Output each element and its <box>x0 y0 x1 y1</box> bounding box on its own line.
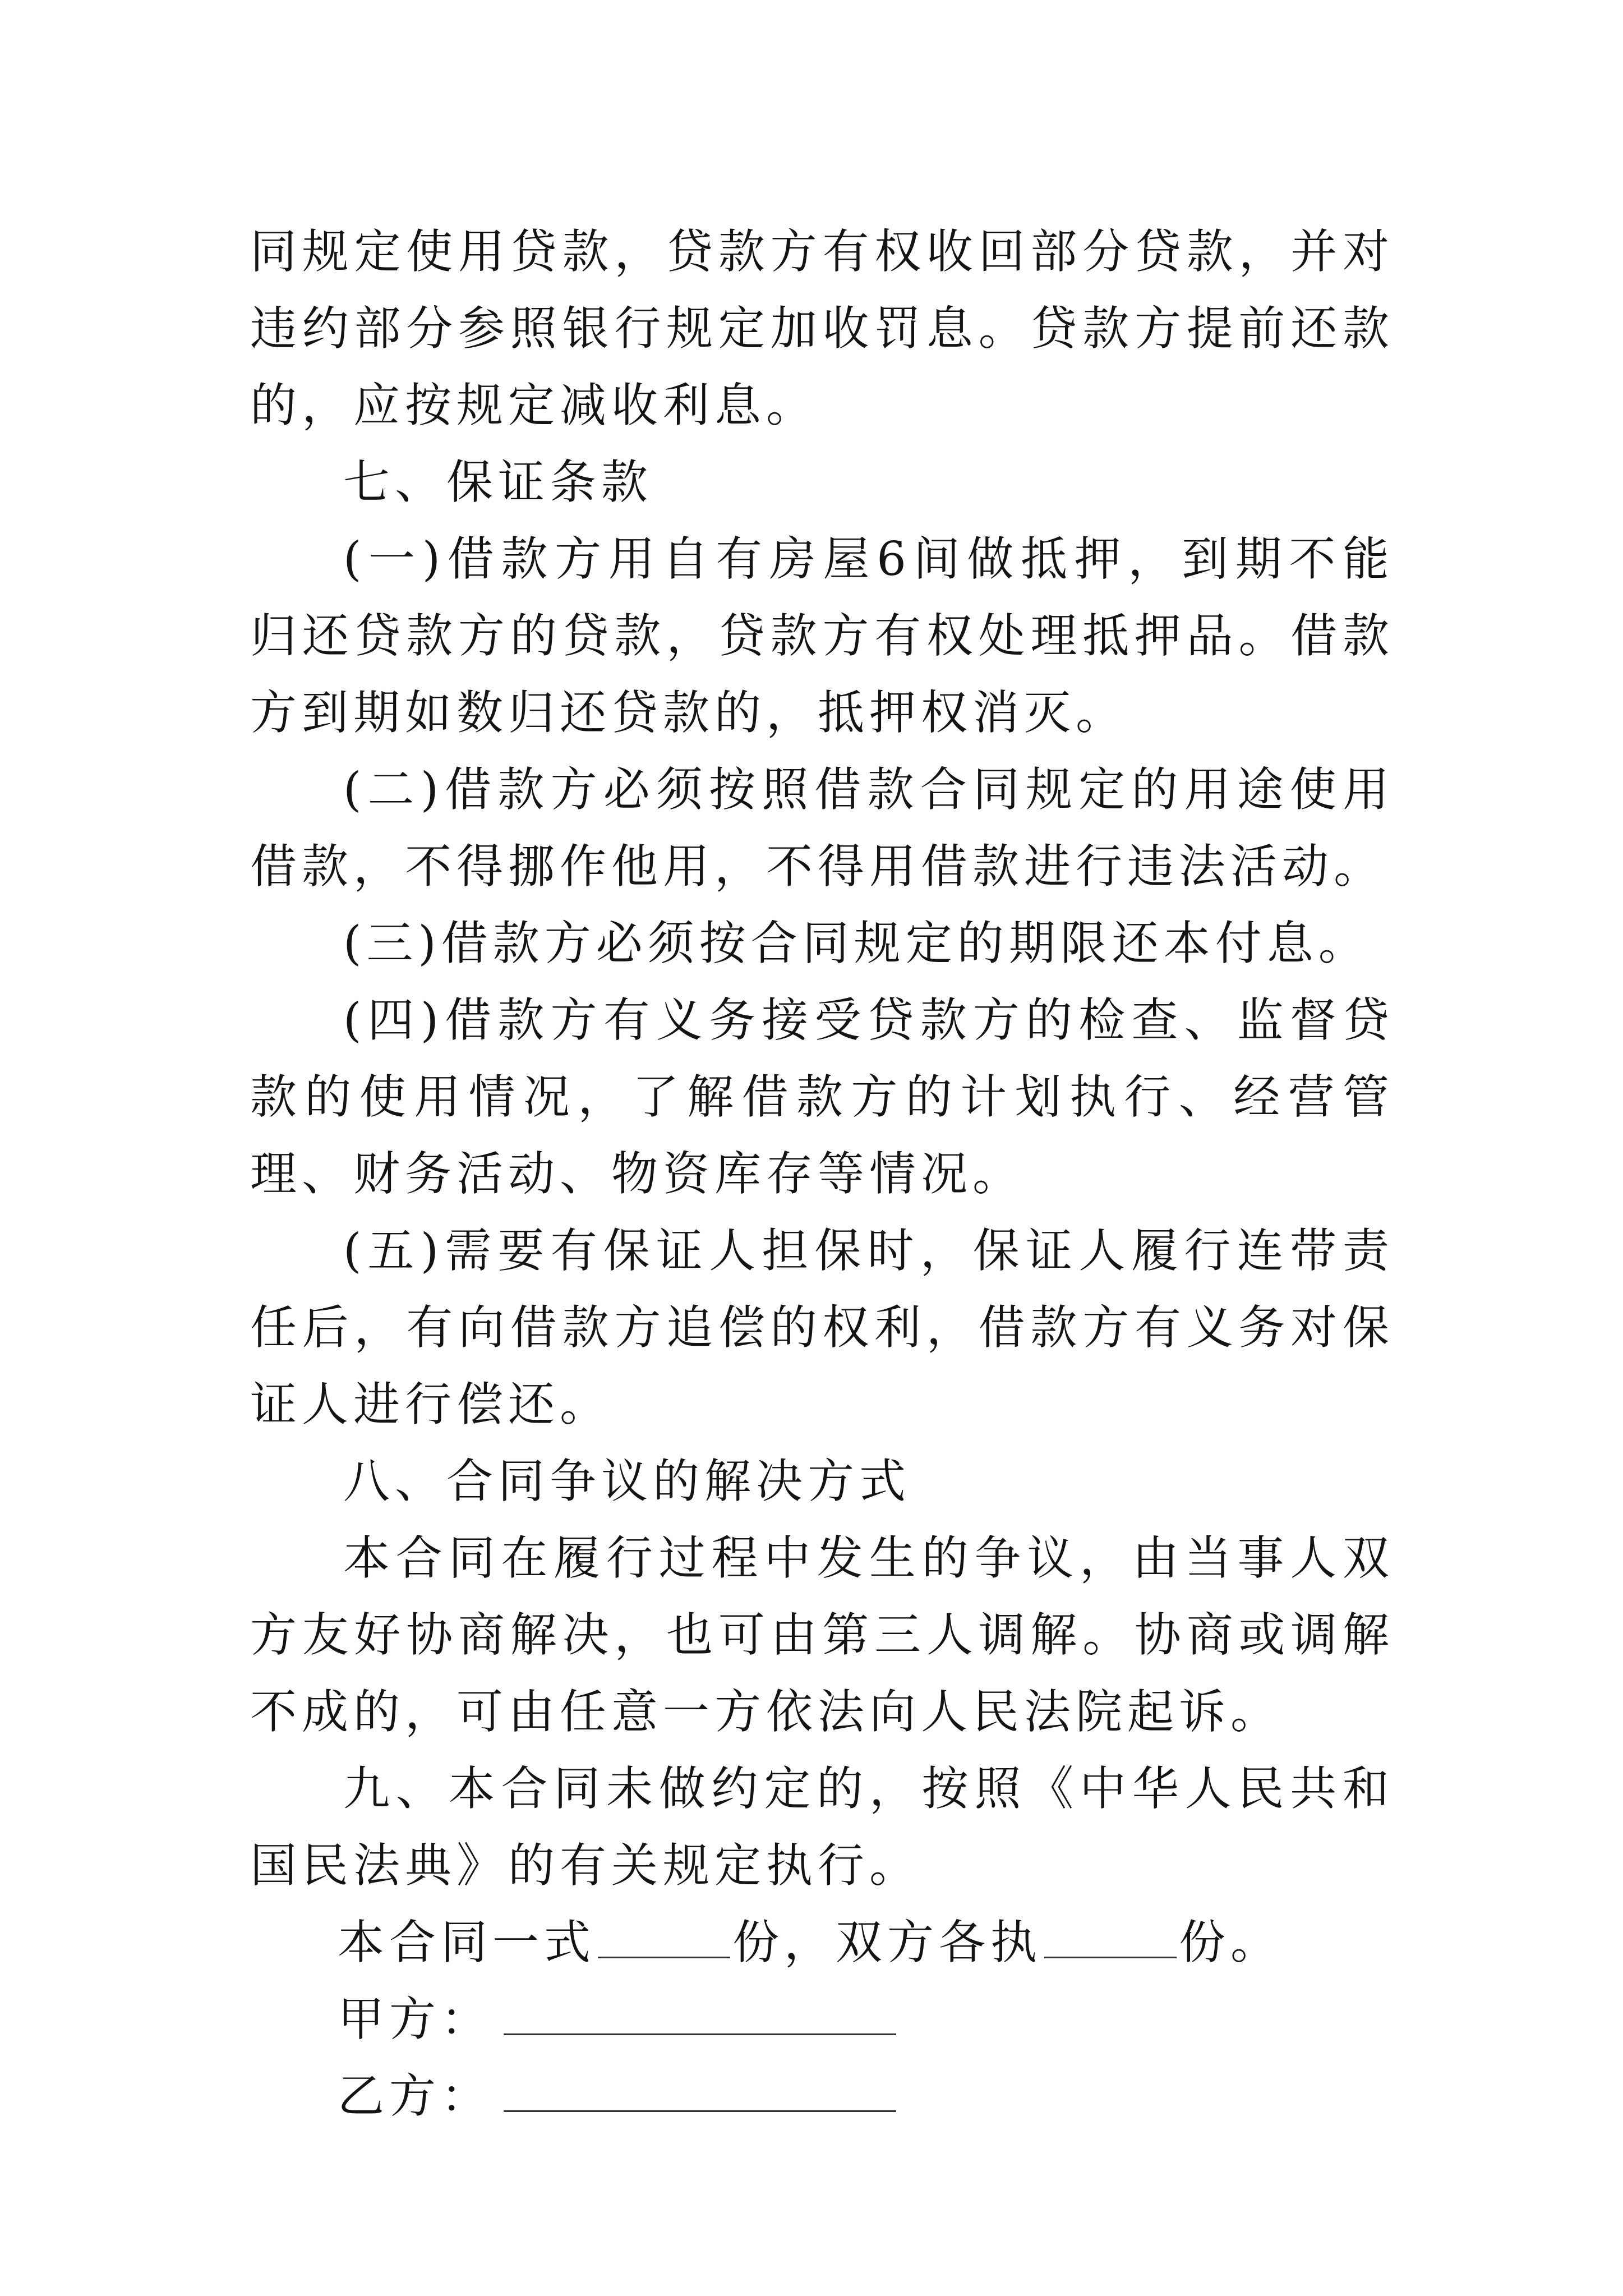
paragraph-clause-9: 九、本合同未做约定的，按照《中华人民共和国民法典》的有关规定执行。 <box>250 1761 1394 1893</box>
copies-middle: 份，双方各执 <box>732 1915 1042 1970</box>
copies-line <box>250 1904 1394 1981</box>
paragraph-clause-6-continued: 同规定使用贷款，贷款方有权收回部分贷款，并对违约部分参照银行规定加收罚息。贷款方提前还款的，应按规定减收利息。 <box>250 224 1394 432</box>
copies-total-blank[interactable] <box>598 1917 730 1958</box>
paragraph-clause-8: 本合同在履行过程中发生的争议，由当事人双方友好协商解决，也可由第三人调解。协商或调解不成的，可由任意一方依法向人民法院起诉。 <box>250 1531 1394 1739</box>
party-b-signature-blank[interactable] <box>504 2071 896 2112</box>
paragraph-clause-7-2: (二)借款方必须按照借款合同规定的用途使用借款，不得挪作他用，不得用借款进行违法活动。 <box>250 762 1394 894</box>
party-a-signature-blank[interactable] <box>504 1994 896 2035</box>
paragraph-clause-7-4: (四)借款方有义务接受贷款方的检查、监督贷款的使用情况，了解借款方的计划执行、经营管理、财务活动、物资库存等情况。 <box>250 993 1394 1201</box>
party-a-line <box>250 1981 1394 2058</box>
copies-prefix: 本合同一式 <box>338 1915 596 1970</box>
paragraph-clause-7-3: (三)借款方必须按合同规定的期限还本付息。 <box>343 916 1370 970</box>
paragraph-clause-7-5: (五)需要有保证人担保时，保证人履行连带责任后，有向借款方追偿的权利，借款方有义务对保证人进行偿还。 <box>250 1223 1394 1432</box>
party-b-line <box>250 2058 1394 2134</box>
paragraph-clause-7-1: (一)借款方用自有房屋6间做抵押，到期不能归还贷款方的贷款，贷款方有权处理抵押品。借款方到期如数归还贷款的，抵押权消灭。 <box>250 532 1394 740</box>
copies-each-blank[interactable] <box>1044 1917 1177 1958</box>
copies-suffix: 份。 <box>1179 1915 1282 1970</box>
party-b-label: 乙方： <box>338 2069 492 2123</box>
party-a-label: 甲方： <box>338 1992 492 2046</box>
heading-clause-8: 八、合同争议的解决方式 <box>343 1454 911 1508</box>
document-page <box>250 213 1394 2134</box>
heading-clause-7: 七、保证条款 <box>343 455 653 509</box>
